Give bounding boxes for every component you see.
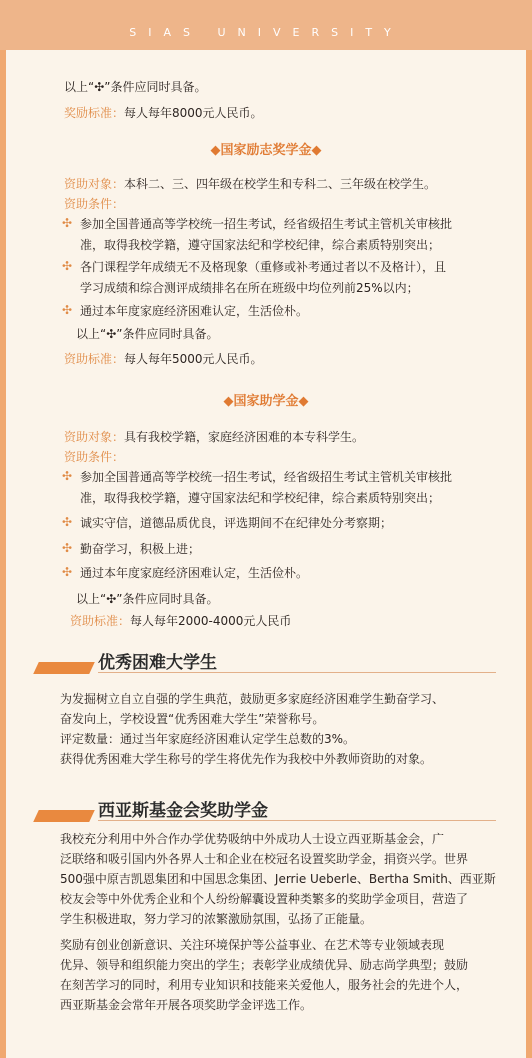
s3-bullet-icon: ✣ — [62, 565, 73, 579]
s1-award-row — [64, 104, 263, 122]
s3-bullet-icon: ✣ — [62, 515, 73, 529]
s3-cond-note: 以上“✣”条件应同时具备。 — [76, 592, 219, 606]
s5-p1-line1: 我校充分利用中外合作办学优势吸纳中外成功人士设立西亚斯基金会，广 — [60, 832, 445, 846]
s5-p1-line5: 学生积极进取，努力学习的浓繁激励氛围，弘扬了正能量。 — [60, 912, 373, 926]
s2-item-1-line1: 参加全国普通高等学校统一招生考试，经省级招生考试主管机关审核批 — [80, 217, 453, 231]
s4-p3: 获得优秀困难大学生称号的学生将优先作为我校中外教师资助的对象。 — [60, 752, 433, 766]
s3-target-value: 具有我校学籍，家庭经济困难的本专科学生。 — [124, 430, 365, 444]
s2-target-label: 资助对象： — [64, 177, 125, 191]
s2-bullet-icon: ✣ — [62, 259, 73, 273]
s4-p1-line2: 奋发向上，学校设置“优秀困难大学生”荣誉称号。 — [60, 712, 325, 726]
s2-award-row — [64, 350, 263, 368]
s5-p1-line2: 泛联络和吸引国内外各界人士和企业在校冠名设置奖助学金，捐资兴学。世界 — [60, 852, 469, 866]
s1-award-label: 奖励标准： — [64, 106, 125, 120]
s2-item-1-line2: 准，取得我校学籍，遵守国家法纪和学校纪律，综合素质特别突出； — [80, 238, 441, 252]
s5-p2-line1: 奖励有创业创新意识、关注环境保护等公益事业、在艺术等专业领域表现 — [60, 938, 445, 952]
s2-target-row — [64, 175, 436, 193]
s4-section-header — [36, 648, 496, 674]
s5-p2-line3: 在刻苦学习的同时，利用专业知识和技能来关爱他人，服务社会的先进个人， — [60, 978, 469, 992]
s3-target-row — [64, 428, 364, 446]
s2-heading: ◆国家励志奖学金◆ — [210, 143, 322, 158]
s2-item-2-line1: 各门课程学年成绩无不及格现象（重修或补考通过者以不及格计），且 — [80, 260, 447, 274]
s3-item-3-line1: 勤奋学习，积极上进； — [80, 542, 201, 556]
s1-cond-note: 以上“✣”条件应同时具备。 — [64, 80, 207, 94]
s3-item-1-line2: 准，取得我校学籍，遵守国家法纪和学校纪律，综合素质特别突出； — [80, 491, 441, 505]
s4-title: 优秀困难大学生 — [98, 653, 217, 673]
s5-stripe — [33, 810, 95, 822]
s2-cond-label: 资助条件： — [64, 197, 125, 211]
s3-item-1-line1: 参加全国普通高等学校统一招生考试，经省级招生考试主管机关审核批 — [80, 470, 453, 484]
s2-bullet-icon: ✣ — [62, 303, 73, 317]
s3-bullet-icon: ✣ — [62, 541, 73, 555]
banner-title: SIAS UNIVERSITY — [129, 26, 403, 39]
s2-cond-note: 以上“✣”条件应同时具备。 — [76, 327, 219, 341]
s2-item-3-line1: 通过本年度家庭经济困难认定，生活俭朴。 — [80, 304, 309, 318]
s2-target-value: 本科二、三、四年级在校学生和专科二、三年级在校学生。 — [124, 177, 437, 191]
s2-award-value: 每人每年5000元人民币。 — [124, 352, 263, 366]
s4-p1-line1: 为发掘树立自立自强的学生典范，鼓励更多家庭经济困难学生勤奋学习、 — [60, 692, 445, 706]
s3-award-row — [70, 612, 291, 630]
s2-bullet-icon: ✣ — [62, 216, 73, 230]
s3-award-label: 资助标准： — [70, 614, 131, 628]
s5-p2-line2: 优异、领导和组织能力突出的学生；表彰学业成绩优异、励志尚学典型；鼓励 — [60, 958, 469, 972]
s5-p2-line4: 西亚斯基金会常年开展各项奖助学金评选工作。 — [60, 998, 313, 1012]
s2-item-2-line2: 学习成绩和综合测评成绩排名在所在班级中均位列前25%以内； — [80, 281, 419, 295]
s5-title: 西亚斯基金会奖助学金 — [98, 801, 268, 821]
s3-target-label: 资助对象： — [64, 430, 125, 444]
s3-item-2-line1: 诚实守信，道德品质优良，评选期间不在纪律处分考察期； — [80, 516, 393, 530]
s3-award-value: 每人每年2000-4000元人民币 — [130, 614, 292, 628]
s3-cond-label: 资助条件： — [64, 450, 125, 464]
s5-p1-line4: 校友会等中外优秀企业和个人纷纷解囊设置种类繁多的奖助学金项目，营造了 — [60, 892, 469, 906]
s5-p1-line3: 500强中原吉凯恩集团和中国思念集团、Jerrie Ueberle、Bertha Smith、西亚斯 — [60, 872, 496, 886]
header-banner — [0, 0, 532, 50]
s4-p2: 评定数量：通过当年家庭经济困难认定学生总数的3%。 — [60, 732, 356, 746]
s3-bullet-icon: ✣ — [62, 469, 73, 483]
s1-award-value: 每人每年8000元人民币。 — [124, 106, 263, 120]
s4-stripe — [33, 662, 95, 674]
s3-item-4-line1: 通过本年度家庭经济困难认定，生活俭朴。 — [80, 566, 309, 580]
s2-award-label: 资助标准： — [64, 352, 125, 366]
s3-heading: ◆国家助学金◆ — [223, 394, 309, 409]
s5-section-header — [36, 796, 496, 822]
